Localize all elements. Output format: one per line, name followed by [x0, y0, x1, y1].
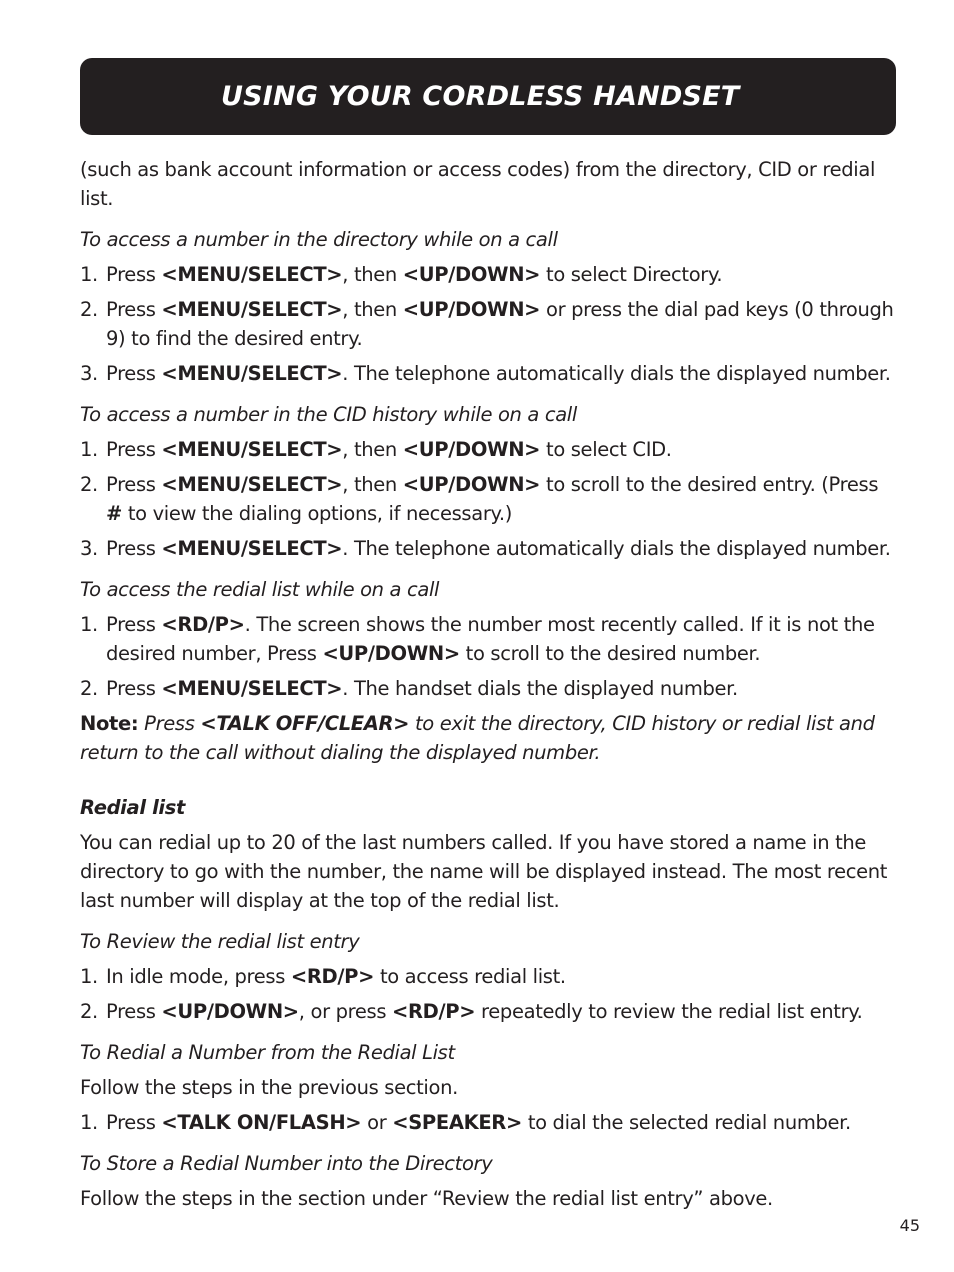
redial-call-heading: To access the redial list while on a call — [80, 578, 440, 601]
list-item: 1. Press <MENU/SELECT>, then <UP/DOWN> to select Directory. — [80, 263, 723, 286]
list-item: 2. Press <MENU/SELECT>, then <UP/DOWN> or press the dial pad keys (0 through 9) to find the desired entry. — [80, 298, 894, 350]
list-item: 3. Press <MENU/SELECT>. The telephone automatically dials the displayed number. — [80, 537, 891, 560]
page-number: 45 — [899, 1216, 920, 1235]
list-item: 1. In idle mode, press <RD/P> to access redial list. — [80, 965, 566, 988]
redial-number-text: Follow the steps in the previous section. — [80, 1076, 458, 1099]
page-content — [80, 155, 896, 1213]
note-label: Note: — [80, 712, 139, 735]
list-item: 1. Press <MENU/SELECT>, then <UP/DOWN> to select CID. — [80, 438, 672, 461]
redial-number-steps — [80, 1108, 896, 1137]
review-heading: To Review the redial list entry — [80, 930, 360, 953]
store-text: Follow the steps in the section under “Review the redial list entry” above. — [80, 1187, 773, 1210]
list-item: 3. Press <MENU/SELECT>. The telephone automatically dials the displayed number. — [80, 362, 891, 385]
review-steps — [80, 962, 896, 1026]
redial-call-steps — [80, 610, 896, 703]
note-key: <TALK OFF/CLEAR> — [200, 712, 410, 735]
page-title: USING YOUR CORDLESS HANDSET — [221, 81, 740, 112]
list-item: 2. Press <UP/DOWN>, or press <RD/P> repeatedly to review the redial list entry. — [80, 1000, 863, 1023]
list-item: 1. Press <TALK ON/FLASH> or <SPEAKER> to dial the selected redial number. — [80, 1111, 851, 1134]
note-paragraph: Note: Press <TALK OFF/CLEAR> to exit the directory, CID history or redial list and return to the call without dialing the displayed number. — [80, 712, 875, 764]
list-item: 2. Press <MENU/SELECT>. The handset dials the displayed number. — [80, 677, 738, 700]
section-banner — [80, 58, 896, 135]
list-item: 2. Press <MENU/SELECT>, then <UP/DOWN> to scroll to the desired entry. (Press # to view the dialing options, if necessary.) — [80, 473, 879, 525]
store-heading: To Store a Redial Number into the Directory — [80, 1152, 493, 1175]
directory-steps — [80, 260, 896, 388]
cid-steps — [80, 435, 896, 563]
redial-number-heading: To Redial a Number from the Redial List — [80, 1041, 455, 1064]
list-item: 1. Press <RD/P>. The screen shows the number most recently called. If it is not the desired number, Press <UP/DOWN> to scroll to the desired number. — [80, 613, 875, 665]
directory-heading: To access a number in the directory while on a call — [80, 228, 558, 251]
cid-heading: To access a number in the CID history while on a call — [80, 403, 577, 426]
redial-list-title: Redial list — [80, 796, 185, 819]
intro-paragraph: (such as bank account information or access codes) from the directory, CID or redial list. — [80, 158, 876, 210]
redial-list-body: You can redial up to 20 of the last numbers called. If you have stored a name in the directory to go with the number, the name will be displayed instead. The most recent last number will display at the top of the redial list. — [80, 831, 888, 912]
